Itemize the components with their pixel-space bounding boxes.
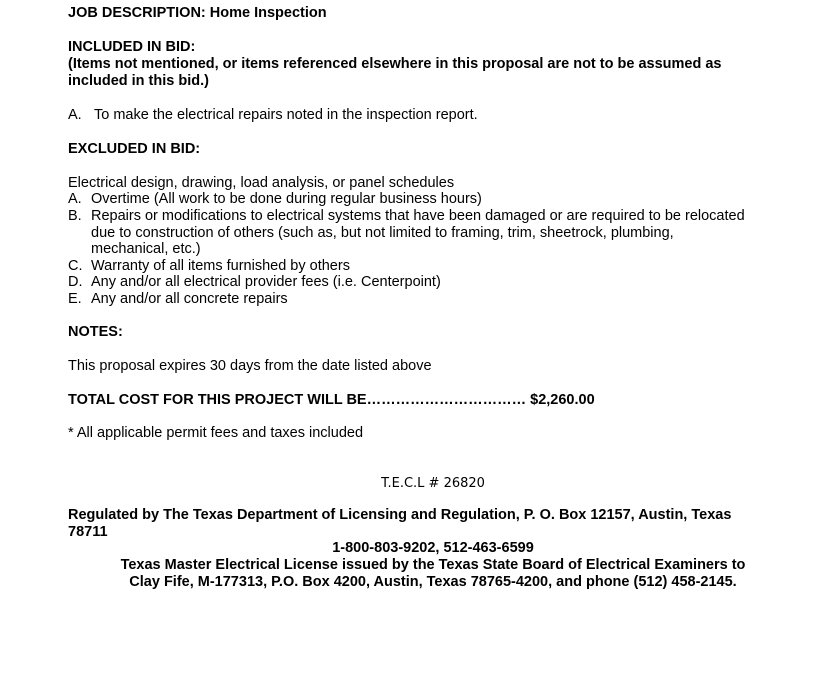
item-letter: A. xyxy=(68,107,82,123)
total-cost-label: TOTAL COST FOR THIS PROJECT WILL BE xyxy=(68,392,367,408)
job-description xyxy=(68,5,327,22)
item-letter: A. xyxy=(68,191,82,207)
item-text-line-2: due to construction of others (such as, but not limited to framing, trim, sheetrock, plumbing, xyxy=(91,224,674,241)
included-heading: INCLUDED IN BID: xyxy=(68,39,196,55)
included-note-line-1: (Items not mentioned, or items referenced elsewhere in this proposal are not to be assumed as xyxy=(68,56,722,72)
total-cost-amount: $2,260.00 xyxy=(530,392,595,408)
license-line-2: Clay Fife, M-177313, P.O. Box 4200, Austin, Texas 78765-4200, and phone (512) 458-2145. xyxy=(129,574,737,590)
item-text: To make the electrical repairs noted in the inspection report. xyxy=(94,107,478,123)
total-cost-line xyxy=(68,392,595,409)
item-text: Overtime (All work to be done during regular business hours) xyxy=(91,191,482,207)
tecl-number: T.E.C.L # 26820 xyxy=(381,476,485,491)
item-letter: E. xyxy=(68,291,82,307)
item-text-line-1: Repairs or modifications to electrical systems that have been damaged or are required to be relocated xyxy=(91,208,745,224)
job-description-value: Home Inspection xyxy=(209,5,327,21)
total-cost-dots: …………………………… xyxy=(366,392,527,408)
item-letter: D. xyxy=(68,274,83,290)
job-description-label: JOB DESCRIPTION: xyxy=(68,5,206,21)
item-text-line-3: mechanical, etc.) xyxy=(91,241,201,257)
regulated-line-2: 78711 xyxy=(68,524,108,540)
included-note-line-2: included in this bid.) xyxy=(68,73,209,89)
fees-footnote: * All applicable permit fees and taxes included xyxy=(68,425,364,441)
item-text: Any and/or all concrete repairs xyxy=(91,291,288,307)
excluded-heading: EXCLUDED IN BID: xyxy=(68,141,201,157)
regulated-line-1: Regulated by The Texas Department of Licensing and Regulation, P. O. Box 12157, Austin, Texas xyxy=(68,507,732,523)
item-text: Any and/or all electrical provider fees (i.e. Centerpoint) xyxy=(91,274,441,290)
item-text: Warranty of all items furnished by others xyxy=(91,258,350,274)
notes-heading: NOTES: xyxy=(68,324,123,340)
item-letter: B. xyxy=(68,208,82,224)
excluded-intro: Electrical design, drawing, load analysis, or panel schedules xyxy=(68,175,455,191)
proposal-expiry: This proposal expires 30 days from the date listed above xyxy=(68,358,432,374)
regulator-phones: 1-800-803-9202, 512-463-6599 xyxy=(332,540,534,556)
license-line-1: Texas Master Electrical License issued by the Texas State Board of Electrical Examiners to xyxy=(120,557,746,573)
item-letter: C. xyxy=(68,258,83,274)
